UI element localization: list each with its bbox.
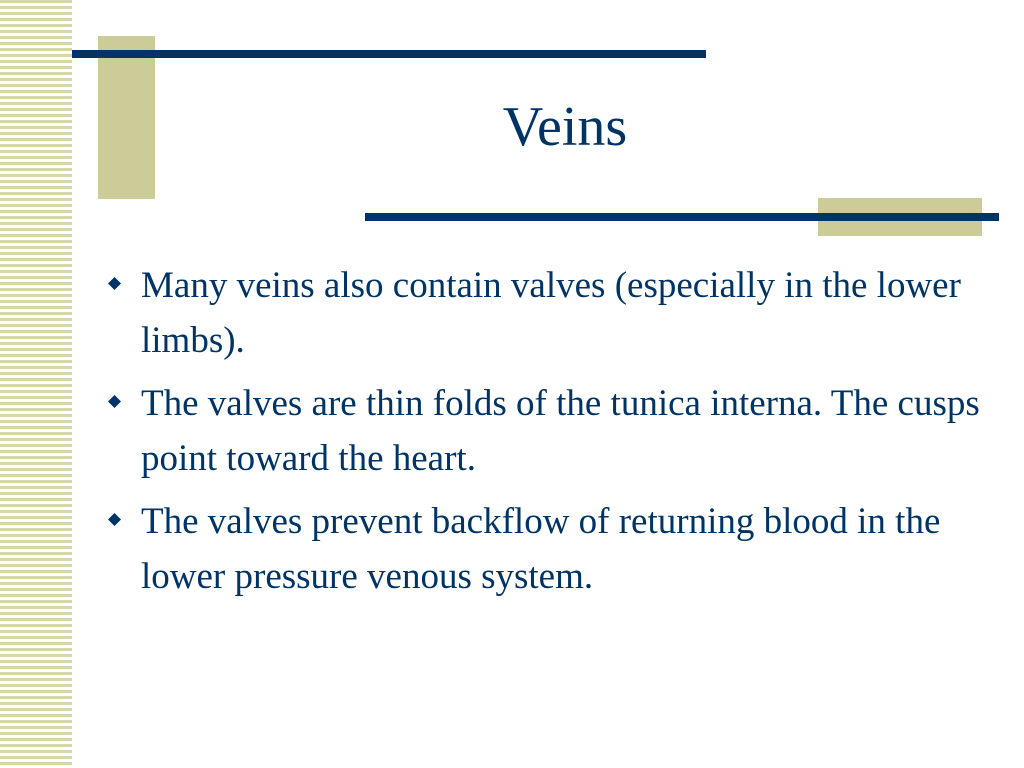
bullet-text: The valves are thin folds of the tunica interna. The cusps point toward the heart. xyxy=(141,383,980,479)
bullet-item xyxy=(104,376,984,486)
bullet-item xyxy=(104,494,984,604)
bullet-text: Many veins also contain valves (especially in the lower limbs). xyxy=(141,265,961,361)
left-stripe-pattern xyxy=(0,0,72,768)
slide-title: Veins xyxy=(502,96,628,158)
diamond-bullet-icon xyxy=(108,277,121,290)
bullet-list xyxy=(104,258,984,612)
bullet-text: The valves prevent backflow of returning blood in the lower pressure venous system. xyxy=(141,501,941,597)
bottom-title-rule xyxy=(365,213,999,221)
diamond-bullet-icon xyxy=(108,513,121,526)
bullet-item xyxy=(104,258,984,368)
top-title-rule xyxy=(72,50,706,58)
top-left-accent-block xyxy=(98,36,155,199)
diamond-bullet-icon xyxy=(108,395,121,408)
